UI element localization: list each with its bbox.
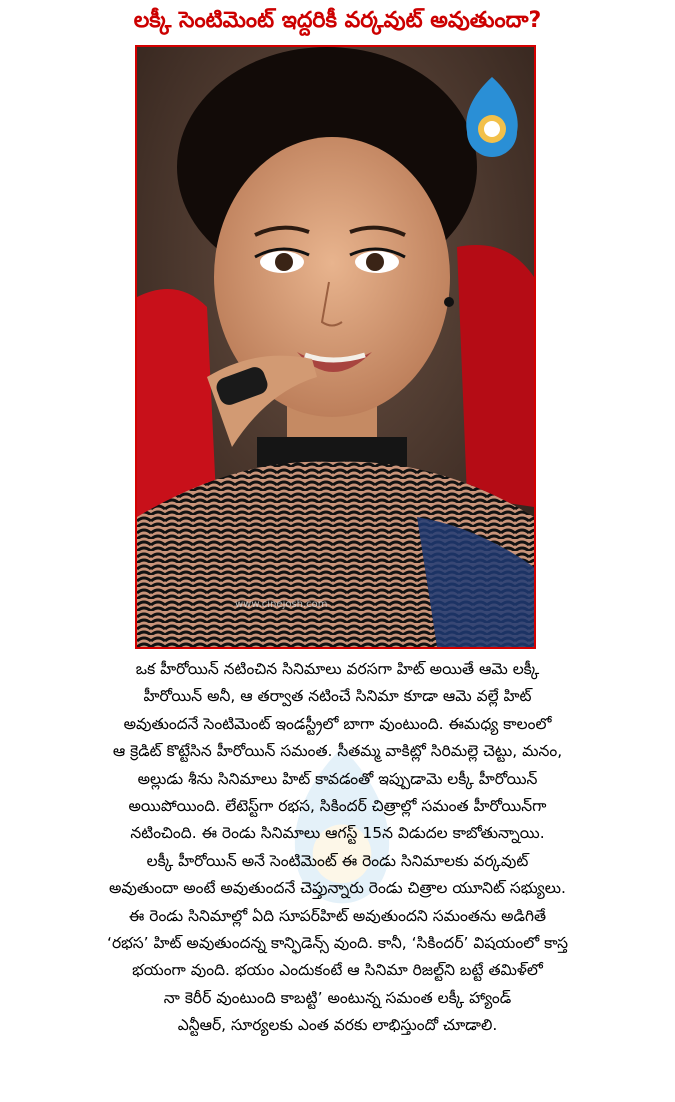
article-line: ఆ క్రెడిట్ కొట్టేసిన హీరోయిన్ సమంత. సీతమ్మ వాకిట్లో సిరిమల్లె చెట్టు, మనం, xyxy=(112,742,563,761)
article-line: హీరోయిన్ అనీ, ఆ తర్వాత నటించే సినిమా కూడా ఆమె వల్లే హిట్ xyxy=(143,687,532,706)
article-line: ‘రభస’ హిట్ అవుతుందన్న కాన్ఫిడెన్స్ వుంది. కానీ, ‘సికిందర్’ విషయంలో కాస్త xyxy=(107,934,568,953)
article-line: ఎన్టీఆర్, సూర్యలకు ఎంత వరకు లాభిస్తుందో చూడాలి. xyxy=(177,1016,498,1035)
article-photo xyxy=(135,45,536,649)
article-line: అవుతుందా అంటే అవుతుందనే చెప్తున్నారు రెండు చిత్రాల యూనిట్ సభ్యులు. xyxy=(109,879,566,898)
article-line: భయంగా వుంది. భయం ఎందుకంటే ఆ సినిమా రిజల్ట్‌ని బట్టే తమిళ్‌లో xyxy=(132,961,543,980)
article-line: అవుతుందనే సెంటిమెంట్ ఇండస్ట్రీలో బాగా వుంటుంది. ఈమధ్య కాలంలో xyxy=(123,714,552,733)
article-line: అల్లుడు శీను సినిమాలు హిట్ కావడంతో ఇప్పుడామె లక్కీ హీరోయిన్ xyxy=(137,769,538,788)
article-line: నటించింది. ఈ రెండు సినిమాలు ఆగస్ట్ 15న విడుదల కాబోతున్నాయి. xyxy=(130,824,545,843)
article-headline: లక్కీ సెంటిమెంట్ ఇద్దరికీ వర్కవుట్ అవుతుందా? xyxy=(133,8,542,33)
article-line: ఈ రెండు సినిమాల్లో ఏది సూపర్‌హిట్ అవుతుందని సమంతను అడిగితే xyxy=(128,906,547,925)
article-line: అయిపోయింది. లేటెస్ట్‌గా రభస, సికిందర్ చిత్రాల్లో సమంత హీరోయిన్‌గా xyxy=(128,797,547,816)
article-line: నా కెరీర్ వుంటుంది కాబట్టి’ అంటున్న సమంత లక్కీ హ్యాండ్ xyxy=(163,988,512,1007)
article-body xyxy=(60,656,615,1040)
article-line: లక్కీ హీరోయిన్ అనే సెంటిమెంట్ ఈ రెండు సినిమాలకు వర్కవుట్ xyxy=(146,851,529,870)
article-line: ఒక హీరోయిన్ నటించిన సినిమాలు వరసగా హిట్ అయితే ఆమె లక్కీ xyxy=(135,660,540,678)
photo-watermark: www.cinejosh.com xyxy=(235,599,328,610)
